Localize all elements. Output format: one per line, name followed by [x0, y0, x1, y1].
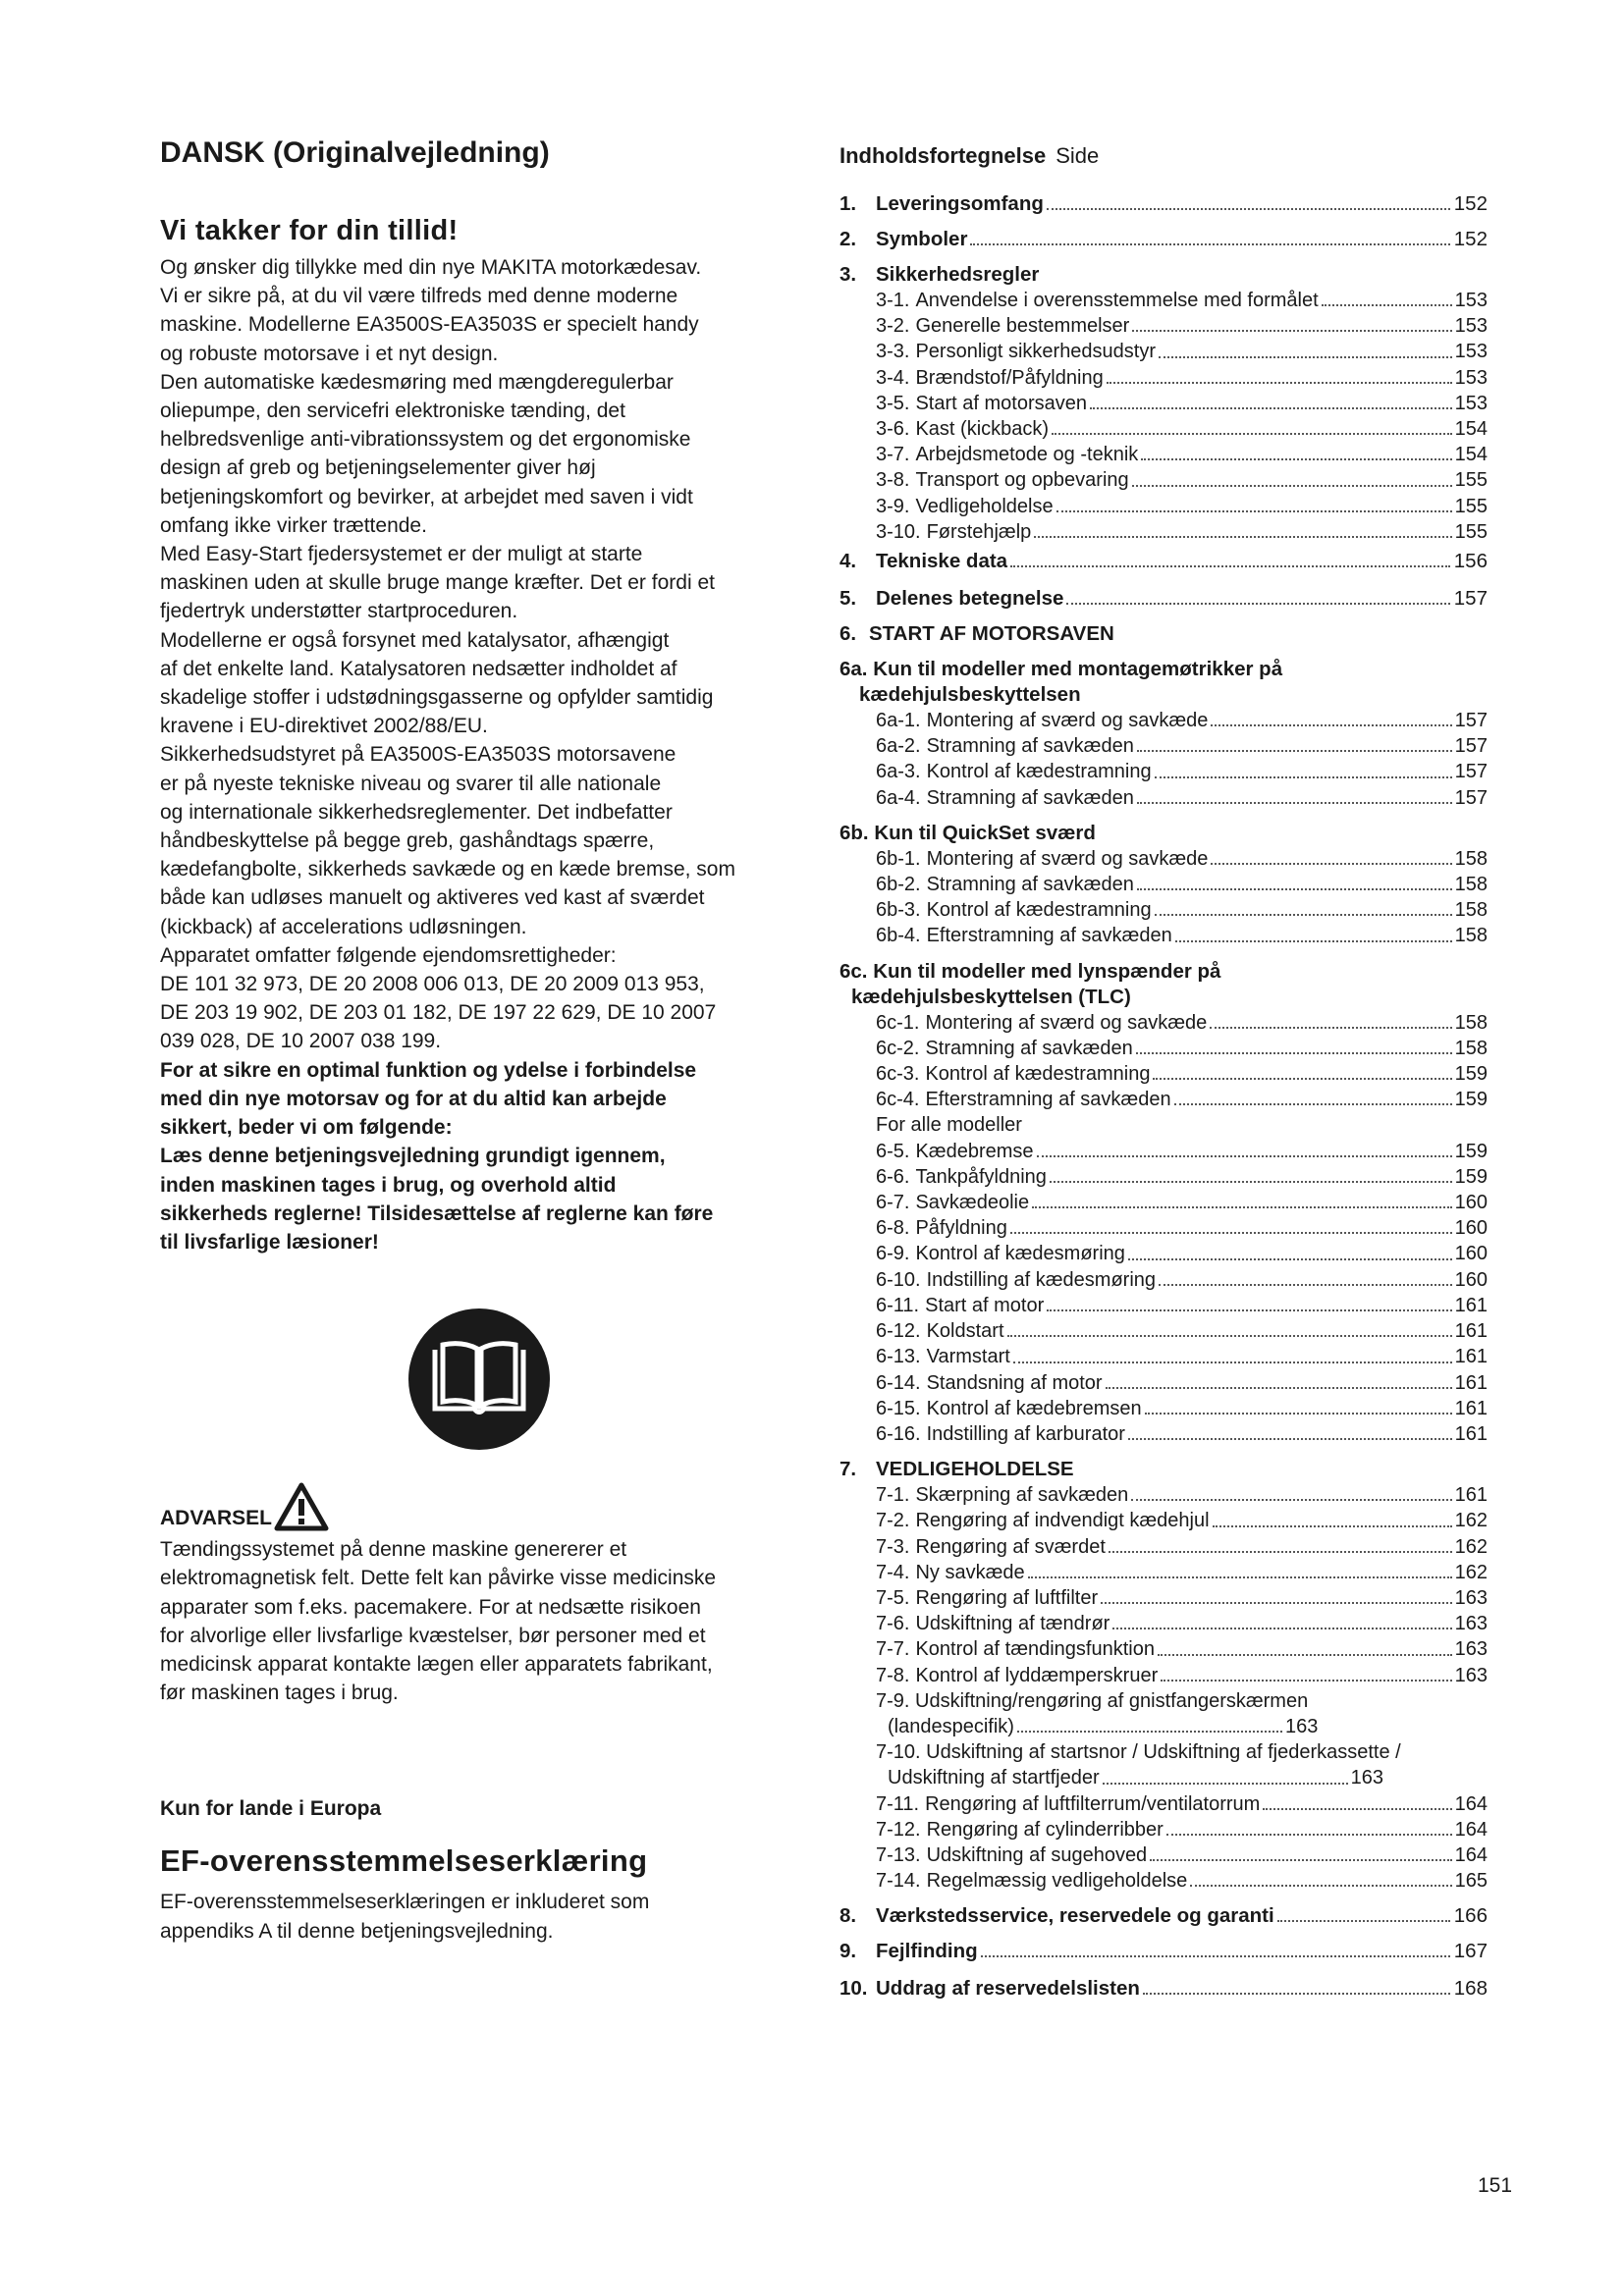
toc-title: Montering af sværd og savkæde [926, 847, 1209, 870]
toc-page: 165 [1454, 1870, 1488, 1893]
toc-section-6b-list [839, 846, 1488, 949]
toc-page: 157 [1454, 761, 1488, 783]
toc-section-row[interactable] [839, 1164, 1488, 1190]
toc-page: 161 [1454, 1422, 1488, 1445]
toc-section-row[interactable] [839, 923, 1488, 948]
toc-title: Efterstramning af savkæden [926, 925, 1172, 947]
warning-text: Tændingssystemet på denne maskine genererer et elektromagnetisk felt. Dette felt kan påvirke visse medicinske apparater som f.eks. pacemakere. For at nedsætte risikoen for alvorlige eller livsfarlige kvæstelser, bør personer med et medicinsk apparat kontakte lægen eller apparatets fabrikant, før maskinen tages i brug. [160, 1538, 717, 1705]
toc-section-row[interactable] [839, 391, 1488, 416]
toc-title: Transport og opbevaring [915, 469, 1129, 492]
toc-num: 7-9. [876, 1689, 910, 1712]
toc-title: Efterstramning af savkæden [925, 1089, 1171, 1111]
toc-num: 6b-4. [876, 925, 921, 947]
thanks-title: Vi takker for din tillid! [160, 215, 459, 246]
europe-label: Kun for lande i Europa [160, 1797, 382, 1821]
toc-num: 6. [839, 622, 857, 646]
toc-num: 3-2. [876, 315, 910, 338]
toc-page: 160 [1454, 1217, 1488, 1240]
toc-section-row[interactable] [839, 416, 1488, 442]
toc-heading [839, 142, 1488, 170]
toc-section-row[interactable] [839, 1482, 1488, 1508]
toc-section-row[interactable] [839, 1636, 1488, 1662]
read-manual-symbol [160, 1306, 823, 1453]
toc-page: 163 [1454, 1586, 1488, 1609]
toc-title: Rengøring af luftfilter [915, 1586, 1099, 1609]
toc-num: 7-8. [876, 1664, 910, 1686]
toc-chapter-10[interactable] [839, 1976, 1488, 2002]
toc-section-7b-list [839, 1791, 1488, 1895]
toc-title: Kontrol af kædesmøring [915, 1243, 1125, 1265]
toc-title: Regelmæssig vedligeholdelse [926, 1870, 1188, 1893]
toc-page: 157 [1453, 587, 1488, 611]
toc-title: Start af motor [925, 1294, 1045, 1316]
toc-title: (landespecifik) [888, 1715, 1014, 1737]
toc-num: 3-1. [876, 290, 910, 311]
toc-num: 9. [839, 1940, 857, 1963]
toc-section-row[interactable] [839, 1663, 1488, 1688]
toc-page: 159 [1454, 1063, 1488, 1086]
toc-num: 7-3. [876, 1535, 910, 1558]
toc-section-row[interactable] [839, 1318, 1488, 1344]
toc-section-row[interactable] [839, 467, 1488, 493]
toc-num: 8. [839, 1904, 857, 1928]
bold-notice-1: For at sikre en optimal funktion og ydelse i forbindelse med din nye motorsav og for at du altid kan arbejde sikkert, beder vi om følgende: [160, 1058, 697, 1140]
toc-num: 3-6. [876, 418, 910, 441]
toc-chapter-1[interactable] [839, 191, 1488, 217]
toc-page: 162 [1454, 1535, 1488, 1558]
toc-section-row[interactable] [839, 846, 1488, 872]
toc-section-row[interactable] [839, 897, 1488, 923]
toc-group-line: 6b. Kun til QuickSet sværd [839, 821, 1096, 844]
toc-side-label: Side [1056, 143, 1100, 168]
toc-page: 158 [1454, 1037, 1488, 1059]
toc-num: 6a-3. [876, 761, 921, 783]
toc-title: Ny savkæde [915, 1561, 1025, 1583]
toc-num: 3. [839, 263, 857, 286]
toc-num: 4. [839, 550, 857, 573]
toc-num: 6-12. [876, 1320, 921, 1343]
toc-title: Udskiftning af sugehoved [926, 1843, 1148, 1866]
toc-num: 7-4. [876, 1561, 910, 1583]
toc-num: 6b-3. [876, 899, 921, 922]
toc-section-row[interactable] [839, 1585, 1488, 1611]
toc-title: Kontrol af kædestramning [926, 761, 1152, 783]
toc-title: Kontrol af lyddæmperskruer [915, 1664, 1159, 1686]
toc-section-row[interactable] [839, 1036, 1488, 1061]
toc-title: VEDLIGEHOLDELSE [876, 1458, 1074, 1481]
page-title: DANSK (Originalvejledning) [160, 136, 550, 169]
toc-section-row[interactable] [839, 339, 1488, 364]
toc-title: Rengøring af cylinderribber [926, 1818, 1164, 1841]
toc-page: 153 [1454, 315, 1488, 338]
toc-num: 6-6. [876, 1165, 910, 1188]
toc-title: Montering af sværd og savkæde [926, 710, 1209, 732]
toc-section-row[interactable] [839, 1267, 1488, 1293]
toc-page: 154 [1454, 418, 1488, 441]
toc-num: 3-9. [876, 495, 910, 517]
toc-num: 6-14. [876, 1371, 921, 1394]
toc-title: Start af motorsaven [915, 392, 1087, 414]
toc-page: 155 [1454, 495, 1488, 517]
toc-num: 7-12. [876, 1818, 921, 1841]
toc-page: 161 [1454, 1294, 1488, 1316]
toc-page: 159 [1454, 1165, 1488, 1188]
toc-page: 160 [1454, 1192, 1488, 1214]
toc-num: 3-7. [876, 444, 910, 466]
toc-title: Udskiftning/rengøring af gnistfangerskærmen [915, 1689, 1309, 1712]
toc-page: 161 [1454, 1346, 1488, 1368]
toc-page: 161 [1454, 1320, 1488, 1343]
toc-num: 3-8. [876, 469, 910, 492]
toc-num: 7-10. [876, 1741, 921, 1764]
read-manual-icon [406, 1306, 553, 1453]
toc-title: Værkstedsservice, reservedele og garanti [876, 1904, 1274, 1928]
toc-num: 2. [839, 228, 857, 250]
toc-group-6c [839, 959, 1488, 1010]
toc-section-row[interactable] [839, 759, 1488, 784]
toc-chapter-4[interactable] [839, 549, 1488, 574]
left-column [160, 135, 823, 1946]
ef-declaration-title: EF-overensstemmelseserklæring [160, 1843, 648, 1879]
toc-num: 5. [839, 587, 857, 611]
toc-section-row[interactable] [839, 1190, 1488, 1215]
toc-page: 153 [1454, 392, 1488, 414]
toc-page: 159 [1454, 1140, 1488, 1162]
toc-num: 7-14. [876, 1870, 921, 1893]
toc-section-row[interactable] [839, 1370, 1488, 1396]
toc-section-row[interactable] [839, 442, 1488, 467]
toc-num: 6-11. [876, 1294, 920, 1316]
toc-page: 161 [1454, 1484, 1488, 1507]
toc-num: 7. [839, 1458, 857, 1481]
toc-title: Brændstof/Påfyldning [915, 366, 1104, 389]
toc-page: 161 [1454, 1397, 1488, 1419]
toc-page: 168 [1453, 1977, 1488, 2001]
toc-chapter-5[interactable] [839, 586, 1488, 612]
toc-all-models-label: For alle modeller [876, 1114, 1022, 1137]
toc-num: 6a-4. [876, 786, 921, 809]
toc-title: Delenes betegnelse [876, 587, 1064, 611]
warning-triangle-icon [274, 1482, 329, 1531]
toc-title: Leveringsomfang [876, 192, 1044, 215]
toc-num: 6-7. [876, 1192, 910, 1214]
toc-page: 160 [1454, 1268, 1488, 1291]
toc-section-7-10[interactable] [839, 1739, 1488, 1790]
toc-page: 153 [1454, 366, 1488, 389]
toc-section-row[interactable] [839, 1139, 1488, 1164]
toc-num: 7-7. [876, 1638, 910, 1661]
toc-num: 6-13. [876, 1346, 921, 1368]
toc-page: 162 [1454, 1510, 1488, 1532]
toc-page: 163 [1454, 1638, 1488, 1661]
toc-num: 6c-4. [876, 1089, 920, 1111]
toc-title: Indstilling af kædesmøring [926, 1268, 1157, 1291]
toc-num: 7-6. [876, 1613, 910, 1635]
toc-group-6a [839, 657, 1488, 708]
toc-section-row[interactable] [839, 1010, 1488, 1036]
toc-num: 7-2. [876, 1510, 910, 1532]
toc-section-row[interactable] [839, 1241, 1488, 1266]
toc-section-6a-list [839, 708, 1488, 811]
toc-page: 157 [1454, 735, 1488, 758]
toc-title: Stramning af savkæden [925, 1037, 1133, 1059]
toc-section-7a-list [839, 1482, 1488, 1688]
toc-page: 163 [1454, 1613, 1488, 1635]
toc-num: 6b-1. [876, 847, 921, 870]
toc-num: 6a-1. [876, 710, 921, 732]
toc-section-row[interactable] [839, 1215, 1488, 1241]
toc-num: 1. [839, 192, 857, 215]
toc-num: 3-5. [876, 392, 910, 414]
toc-num: 7-5. [876, 1586, 910, 1609]
toc-page: 163 [1284, 1715, 1319, 1737]
toc-num: 6c-1. [876, 1011, 920, 1034]
toc-title: Kædebremse [915, 1140, 1034, 1162]
warning-header [160, 1482, 823, 1531]
toc-section-row[interactable] [839, 1293, 1488, 1318]
toc-page: 166 [1453, 1904, 1488, 1928]
toc-title: Stramning af savkæden [926, 735, 1134, 758]
toc-num: 6c-2. [876, 1037, 920, 1059]
toc-section-row[interactable] [839, 365, 1488, 391]
toc-page: 163 [1350, 1767, 1384, 1789]
toc-section-row[interactable] [839, 1560, 1488, 1585]
toc-title: Varmstart [926, 1346, 1010, 1368]
toc-page: 155 [1454, 469, 1488, 492]
toc-title: Skærpning af savkæden [915, 1484, 1129, 1507]
toc-section-6-list [839, 1139, 1488, 1447]
ef-declaration-text: EF-overensstemmelseserklæringen er inkluderet som appendiks A til denne betjeningsvejledning. [160, 1891, 650, 1943]
toc-title: Vedligeholdelse [915, 495, 1054, 517]
toc-num: 7-11. [876, 1792, 920, 1815]
toc-chapter-3[interactable] [839, 262, 1488, 288]
toc-page: 164 [1454, 1843, 1488, 1866]
toc-page: 152 [1453, 228, 1488, 250]
toc-title: Arbejdsmetode og -teknik [915, 444, 1139, 466]
toc-chapter-9[interactable] [839, 1939, 1488, 1964]
toc-page: 158 [1454, 925, 1488, 947]
toc-section-3-list [839, 288, 1488, 545]
toc-page: 162 [1454, 1561, 1488, 1583]
toc-title: Uddrag af reservedelslisten [876, 1977, 1140, 2001]
toc-section-7-9[interactable] [839, 1688, 1488, 1739]
toc-title: Udskiftning af tændrør [915, 1613, 1110, 1635]
toc-num: 6-8. [876, 1217, 910, 1240]
toc-group-6b [839, 821, 1488, 846]
toc-title: Indstilling af karburator [926, 1422, 1125, 1445]
toc-section-row[interactable] [839, 872, 1488, 897]
toc-title: Kontrol af kædestramning [925, 1063, 1151, 1086]
toc-title: Rengøring af sværdet [915, 1535, 1106, 1558]
toc-title: Påfyldning [915, 1217, 1007, 1240]
toc-section-row[interactable] [839, 1396, 1488, 1421]
toc-chapter-2[interactable] [839, 227, 1488, 252]
toc-page: 152 [1453, 192, 1488, 215]
toc-page: 167 [1453, 1940, 1488, 1963]
toc-page: 164 [1454, 1818, 1488, 1841]
toc-page: 159 [1454, 1089, 1488, 1111]
toc-section-row[interactable] [839, 1817, 1488, 1842]
toc-group-line: kædehjulsbeskyttelsen (TLC) [851, 985, 1131, 1008]
toc-page: 156 [1453, 550, 1488, 573]
toc-section-row[interactable] [839, 733, 1488, 759]
toc-page: 158 [1454, 1011, 1488, 1034]
toc-title: Kontrol af kædestramning [926, 899, 1152, 922]
toc-section-row[interactable] [839, 1344, 1488, 1369]
toc-title: Stramning af savkæden [926, 786, 1134, 809]
toc-title: Symboler [876, 228, 968, 250]
toc-section-row[interactable] [839, 288, 1488, 313]
toc-page: 153 [1454, 341, 1488, 363]
toc-title: Koldstart [926, 1320, 1004, 1343]
toc-title: Standsning af motor [926, 1371, 1103, 1394]
toc-section-row[interactable] [839, 1791, 1488, 1817]
toc-title: Kontrol af kædebremsen [926, 1397, 1142, 1419]
toc-section-row[interactable] [839, 785, 1488, 811]
toc-page: 161 [1454, 1371, 1488, 1394]
toc-title: Montering af sværd og savkæde [925, 1011, 1208, 1034]
toc-title: Tekniske data [876, 550, 1008, 573]
toc-section-row[interactable] [839, 1868, 1488, 1894]
toc-num: 6-9. [876, 1243, 910, 1265]
toc-title: Savkædeolie [915, 1192, 1030, 1214]
toc-section-row[interactable] [839, 519, 1488, 545]
toc-section-6c-list [839, 1010, 1488, 1113]
toc-num: 10. [839, 1977, 868, 2001]
toc-title: Sikkerhedsregler [876, 263, 1040, 286]
toc-num: 3-10. [876, 520, 921, 543]
toc-title: Tankpåfyldning [915, 1165, 1047, 1188]
toc-title: Udskiftning af startsnor / Udskiftning af fjederkassette / [926, 1741, 1401, 1764]
toc-chapter-8[interactable] [839, 1903, 1488, 1929]
toc-section-row[interactable] [839, 1421, 1488, 1447]
toc-num: 3-3. [876, 341, 910, 363]
toc-title: Indholdsfortegnelse [839, 143, 1047, 168]
table-of-contents [839, 142, 1488, 2002]
toc-chapter-7[interactable] [839, 1457, 1488, 1482]
toc-section-row[interactable] [839, 1061, 1488, 1087]
toc-group-line: kædehjulsbeskyttelsen [859, 683, 1081, 707]
toc-page: 163 [1454, 1664, 1488, 1686]
toc-num: 6-16. [876, 1422, 921, 1445]
toc-title: Anvendelse i overensstemmelse med formålet [915, 290, 1319, 311]
warning-label: ADVARSEL [160, 1507, 272, 1530]
toc-title: Rengøring af indvendigt kædehjul [915, 1510, 1210, 1532]
toc-page: 154 [1454, 444, 1488, 466]
toc-title: Stramning af savkæden [926, 874, 1134, 896]
toc-num: 6b-2. [876, 874, 921, 896]
toc-title: Generelle bestemmelser [915, 315, 1130, 338]
toc-section-row[interactable] [839, 1611, 1488, 1636]
toc-num: 6-10. [876, 1268, 921, 1291]
toc-section-row[interactable] [839, 313, 1488, 339]
page-number: 151 [1478, 2174, 1513, 2197]
toc-section-row[interactable] [839, 1842, 1488, 1868]
toc-page: 158 [1454, 847, 1488, 870]
toc-group-line: 6a. Kun til modeller med montagemøtrikker på [839, 658, 1283, 681]
toc-num: 6-15. [876, 1397, 921, 1419]
toc-num: 3-4. [876, 366, 910, 389]
toc-page: 153 [1454, 290, 1488, 311]
toc-chapter-6[interactable] [839, 621, 1488, 647]
toc-title: Rengøring af luftfilterrum/ventilatorrum [925, 1792, 1261, 1815]
toc-group-line: 6c. Kun til modeller med lynspænder på [839, 959, 1221, 983]
toc-page: 158 [1454, 874, 1488, 896]
toc-num: 6-5. [876, 1140, 910, 1162]
toc-page: 155 [1454, 520, 1488, 543]
toc-page: 157 [1454, 786, 1488, 809]
toc-title: Udskiftning af startfjeder [888, 1767, 1100, 1789]
toc-page: 157 [1454, 710, 1488, 732]
bold-notice-2: Læs denne betjeningsvejledning grundigt igennem, inden maskinen tages i brug, og overhold altid sikkerheds reglerne! Tilsidesættelse af reglerne kan føre til livsfarlige læsioner! [160, 1145, 714, 1254]
toc-num: 6a-2. [876, 735, 921, 758]
toc-title: Personligt sikkerhedsudstyr [915, 341, 1157, 363]
toc-section-row[interactable] [839, 1087, 1488, 1112]
toc-title: START AF MOTORSAVEN [869, 622, 1114, 646]
toc-title: Kontrol af tændingsfunktion [915, 1638, 1155, 1661]
toc-page: 164 [1454, 1792, 1488, 1815]
toc-title: Førstehjælp [926, 520, 1032, 543]
toc-section-row[interactable] [839, 1534, 1488, 1560]
toc-section-row[interactable] [839, 494, 1488, 519]
toc-section-row[interactable] [839, 1508, 1488, 1533]
toc-page: 158 [1454, 899, 1488, 922]
intro-text: Og ønsker dig tillykke med din nye MAKITA motorkædesav. Vi er sikre på, at du vil være tilfreds med denne moderne maskine. Modellerne EA3500S-EA3503S er specielt handy og robuste motorsave i et nyt design. Den automatiske kædesmøring med mængderegulerbar oliepumpe, den servicefri elektroniske tænding, det helbredsvenlige anti-vibrationssystem og det ergonomiske design af greb og betjeningselementer giver høj betjeningskomfort og bevirker, at arbejdet med saven i vidt omfang ikke virker trættende. Med Easy-Start fjedersystemet er der muligt at starte maskinen uden at skulle bruge mange kræfter. Det er fordi et fjedertryk understøtter startproceduren. Modellerne er også forsynet med katalysator, afhængigt af det enkelte land. Katalysatoren nedsætter indholdet af skadelige stoffer i udstødningsgasserne og opfylder samtidig kravene i EU-direktivet 2002/88/EU. Sikkerhedsudstyret på EA3500S-EA3503S motorsavene er på nyeste tekniske niveau og svarer til alle nationale og internationale sikkerhedsreglementer. Det indbefatter håndbeskyttelse på begge greb, gashåndtags spærre, kædefangbolte, sikkerheds savkæde og en kæde bremse, som både kan udløses manuelt og aktiveres ved kast af sværdet (kickback) af accelerations udløsningen. Apparatet omfatter følgende ejendomsrettigheder: DE 101 32 973, DE 20 2008 006 013, DE 20 2009 013 953, DE 203 19 902, DE 203 01 182, DE 197 22 629, DE 10 2007 039 028, DE 10 2007 038 199. [160, 256, 735, 1053]
toc-section-row[interactable] [839, 708, 1488, 733]
toc-title: Kast (kickback) [915, 418, 1050, 441]
toc-page: 160 [1454, 1243, 1488, 1265]
toc-num: 6c-3. [876, 1063, 920, 1086]
toc-num: 7-1. [876, 1484, 910, 1507]
toc-title: Fejlfinding [876, 1940, 978, 1963]
toc-num: 7-13. [876, 1843, 921, 1866]
